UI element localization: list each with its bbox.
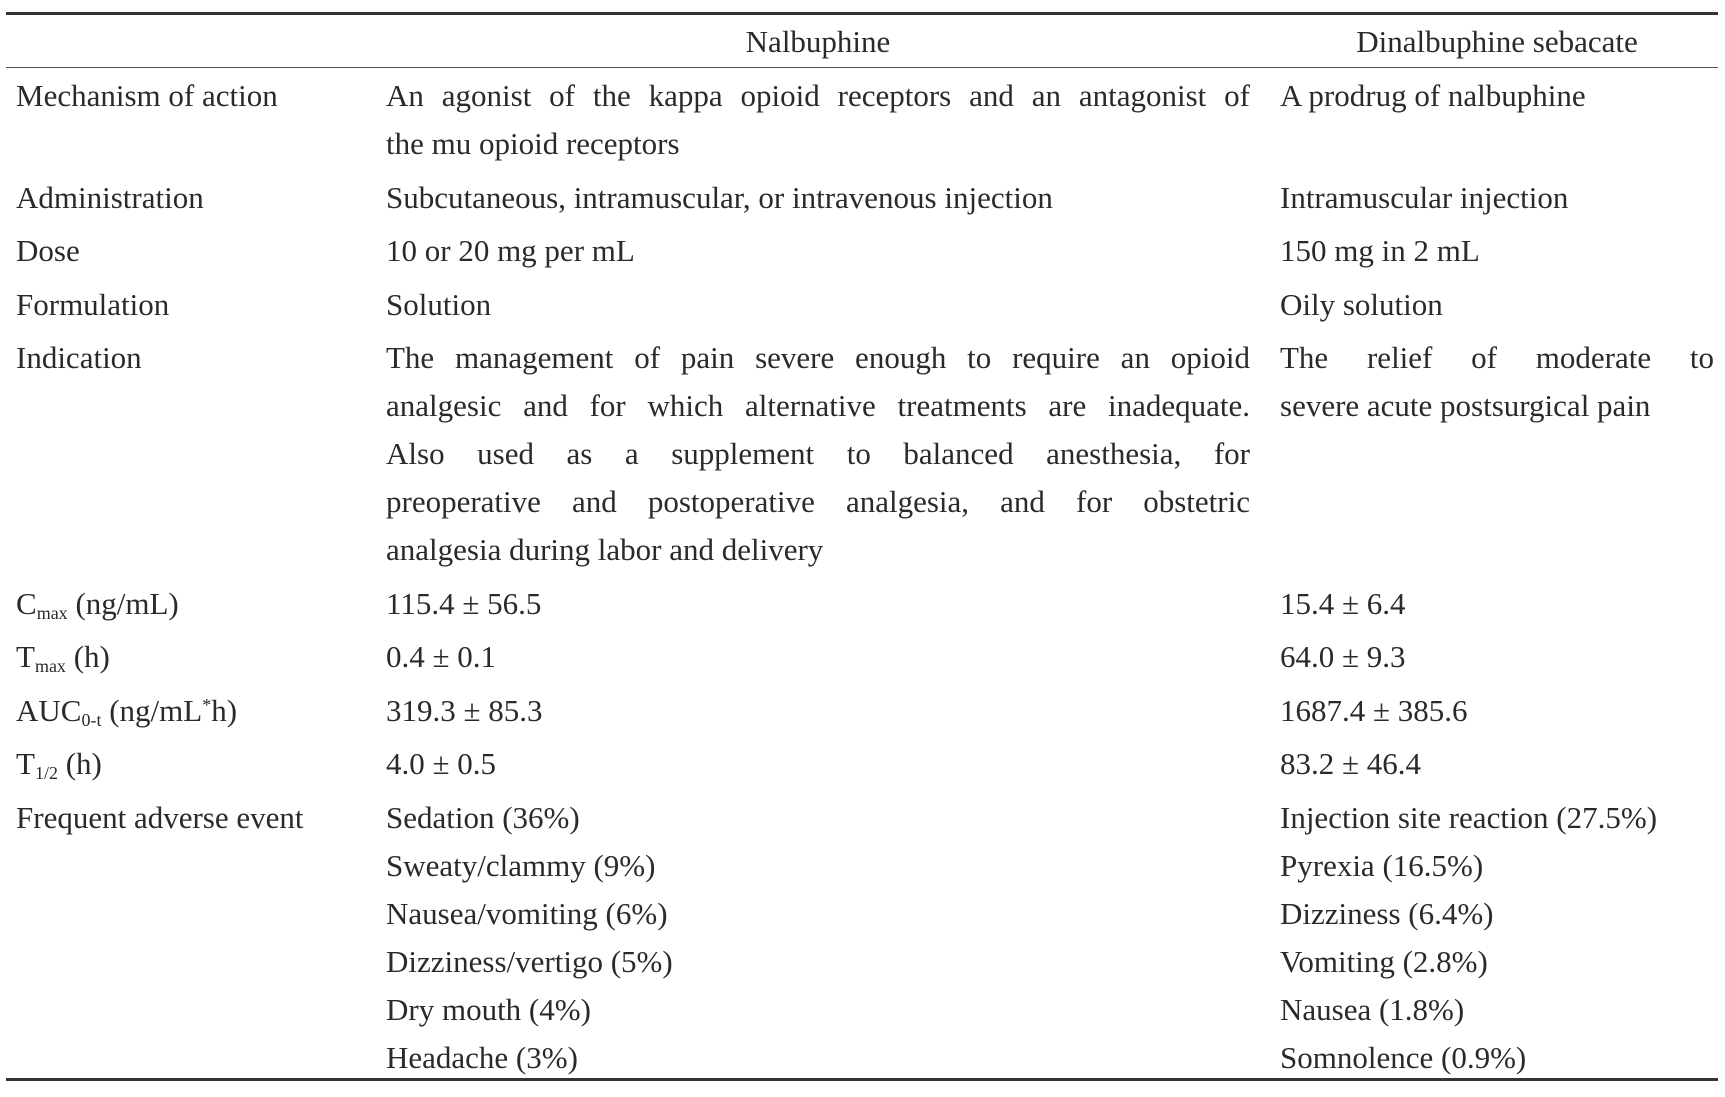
nalbuphine-indication-line: analgesic and for which alternative treatments are inadequate. <box>386 388 1250 423</box>
dinalbuphine-adverse-list <box>1280 794 1657 1082</box>
dinalbuphine-dose: 150 mg in 2 mL <box>1280 233 1480 268</box>
list-item: Dizziness (6.4%) <box>1280 896 1494 931</box>
list-item: Pyrexia (16.5%) <box>1280 848 1484 883</box>
row-label-adverse: Frequent adverse event <box>16 800 304 835</box>
dinalbuphine-cmax: 15.4 ± 6.4 <box>1280 586 1406 621</box>
nalbuphine-mechanism-line: the mu opioid receptors <box>386 126 680 161</box>
header-nalbuphine: Nalbuphine <box>745 24 891 59</box>
dinalbuphine-thalf: 83.2 ± 46.4 <box>1280 746 1422 781</box>
list-item: Headache (3%) <box>386 1040 578 1075</box>
list-item: Sedation (36%) <box>386 800 580 835</box>
row-label-indication: Indication <box>16 340 142 375</box>
dinalbuphine-formulation: Oily solution <box>1280 287 1443 322</box>
dinalbuphine-auc: 1687.4 ± 385.6 <box>1280 693 1468 728</box>
nalbuphine-auc: 319.3 ± 85.3 <box>386 693 543 728</box>
list-item: Nausea/vomiting (6%) <box>386 896 668 931</box>
list-item: Dry mouth (4%) <box>386 992 591 1027</box>
nalbuphine-tmax: 0.4 ± 0.1 <box>386 639 497 674</box>
nalbuphine-indication <box>386 334 1250 574</box>
nalbuphine-mechanism-line: An agonist of the kappa opioid receptors and an antagonist of <box>386 78 1250 113</box>
dinalbuphine-indication-line: severe acute postsurgical pain <box>1280 388 1651 423</box>
row-label-auc: $AUC_{0-t}$ (ng/mL*h) <box>16 693 238 730</box>
nalbuphine-indication-line: analgesia during labor and delivery <box>386 532 824 567</box>
nalbuphine-formulation: Solution <box>386 287 492 322</box>
table-top-rule <box>6 12 1718 15</box>
nalbuphine-cmax: 115.4 ± 56.5 <box>386 586 542 621</box>
dinalbuphine-tmax: 64.0 ± 9.3 <box>1280 639 1406 674</box>
comparison-table <box>6 0 1718 1097</box>
list-item: Injection site reaction (27.5%) <box>1280 800 1658 835</box>
nalbuphine-administration: Subcutaneous, intramuscular, or intravenous injection <box>386 180 1053 215</box>
nalbuphine-mechanism <box>386 72 1250 168</box>
header-dinalbuphine: Dinalbuphine sebacate <box>1356 24 1638 59</box>
row-label-thalf: $T_{1/2}$ (h) <box>16 746 102 783</box>
nalbuphine-indication-line: The management of pain severe enough to require an opioid <box>386 340 1250 375</box>
row-label-mechanism: Mechanism of action <box>16 78 278 113</box>
nalbuphine-dose: 10 or 20 mg per mL <box>386 233 635 268</box>
dinalbuphine-indication <box>1280 334 1714 430</box>
list-item: Dizziness/vertigo (5%) <box>386 944 673 979</box>
nalbuphine-indication-line: Also used as a supplement to balanced anesthesia, for <box>386 436 1250 471</box>
list-item: Somnolence (0.9%) <box>1280 1040 1527 1075</box>
row-label-dose: Dose <box>16 233 80 268</box>
dinalbuphine-administration: Intramuscular injection <box>1280 180 1569 215</box>
nalbuphine-thalf: 4.0 ± 0.5 <box>386 746 497 781</box>
row-label-cmax: $C_{max}$ (ng/mL) <box>16 586 179 623</box>
nalbuphine-indication-line: preoperative and postoperative analgesia, and for obstetric <box>386 484 1250 519</box>
dinalbuphine-indication-line: The relief of moderate to <box>1280 340 1714 375</box>
row-label-administration: Administration <box>16 180 204 215</box>
dinalbuphine-mechanism: A prodrug of nalbuphine <box>1280 78 1586 113</box>
list-item: Nausea (1.8%) <box>1280 992 1465 1027</box>
header-rule <box>6 67 1718 68</box>
row-label-tmax: $T_{max}$ (h) <box>16 639 110 676</box>
nalbuphine-adverse-list <box>386 794 673 1082</box>
list-item: Vomiting (2.8%) <box>1280 944 1488 979</box>
list-item: Sweaty/clammy (9%) <box>386 848 656 883</box>
row-label-formulation: Formulation <box>16 287 170 322</box>
